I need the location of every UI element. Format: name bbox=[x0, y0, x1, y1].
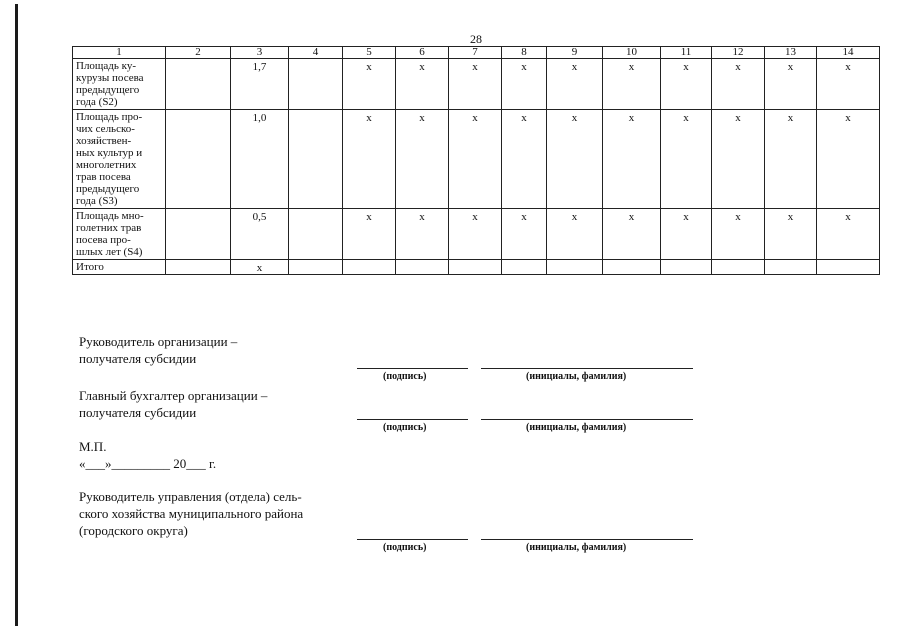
page-number: 28 bbox=[470, 32, 482, 46]
column-header: 14 bbox=[817, 47, 880, 59]
column-header: 4 bbox=[289, 47, 343, 59]
accountant-signatory bbox=[79, 387, 267, 421]
row-label-line: предыдущего bbox=[76, 183, 140, 195]
column-header: 1 bbox=[73, 47, 166, 59]
head-signature-line[interactable] bbox=[357, 368, 468, 369]
table-cell bbox=[396, 260, 449, 275]
table-cell: x bbox=[343, 110, 396, 209]
table-cell bbox=[603, 260, 661, 275]
table-cell: x bbox=[547, 59, 603, 110]
department-line-2: ского хозяйства муниципального района bbox=[79, 506, 304, 521]
row-label-line: чих сельско- bbox=[76, 123, 135, 135]
table-row bbox=[73, 260, 880, 275]
row-label bbox=[73, 209, 166, 260]
row-label-line: трав посева bbox=[76, 171, 131, 183]
column-header: 12 bbox=[712, 47, 765, 59]
department-name-caption: (инициалы, фамилия) bbox=[526, 542, 627, 553]
subsidy-table bbox=[72, 46, 880, 275]
table-cell bbox=[166, 260, 231, 275]
table-cell: 1,7 bbox=[231, 59, 289, 110]
row-label-line: посева про- bbox=[76, 234, 131, 246]
row-label-line: Площадь ку- bbox=[76, 60, 137, 72]
table-row bbox=[73, 209, 880, 260]
table-cell: x bbox=[231, 260, 289, 275]
table-cell bbox=[166, 110, 231, 209]
table-cell bbox=[289, 260, 343, 275]
row-label-line: предыдущего bbox=[76, 84, 140, 96]
row-label-line: Итого bbox=[76, 261, 104, 273]
table-cell: x bbox=[449, 110, 502, 209]
table-cell: x bbox=[343, 59, 396, 110]
table-cell: x bbox=[603, 110, 661, 209]
column-header: 2 bbox=[166, 47, 231, 59]
column-header: 3 bbox=[231, 47, 289, 59]
stamp-label: М.П. bbox=[79, 439, 107, 454]
department-name-line[interactable] bbox=[481, 539, 693, 540]
row-label-line: шлых лет (S4) bbox=[76, 246, 143, 258]
table-cell: x bbox=[765, 59, 817, 110]
row-label bbox=[73, 260, 166, 275]
row-label-line: голетних трав bbox=[76, 222, 142, 234]
table-row bbox=[73, 59, 880, 110]
accountant-signature-line[interactable] bbox=[357, 419, 468, 420]
row-label-line: хозяйствен- bbox=[76, 135, 132, 147]
table-cell: x bbox=[712, 209, 765, 260]
accountant-name-line[interactable] bbox=[481, 419, 693, 420]
table-cell: x bbox=[502, 209, 547, 260]
margin-bar bbox=[15, 4, 18, 626]
date-placeholder: «___»_________ 20___ г. bbox=[79, 456, 217, 471]
table-cell: x bbox=[396, 209, 449, 260]
table-cell: x bbox=[547, 110, 603, 209]
table-cell: x bbox=[661, 209, 712, 260]
table-cell bbox=[166, 59, 231, 110]
table-cell: x bbox=[817, 209, 880, 260]
column-header: 5 bbox=[343, 47, 396, 59]
column-header: 10 bbox=[603, 47, 661, 59]
head-name-line[interactable] bbox=[481, 368, 693, 369]
table-row bbox=[73, 110, 880, 209]
accountant-line-1: Главный бухгалтер организации – bbox=[79, 388, 268, 403]
accountant-line-2: получателя субсидии bbox=[79, 405, 197, 420]
table-cell bbox=[289, 209, 343, 260]
column-header: 7 bbox=[449, 47, 502, 59]
table-cell: x bbox=[817, 59, 880, 110]
table-cell: x bbox=[449, 59, 502, 110]
column-header: 8 bbox=[502, 47, 547, 59]
table-cell: x bbox=[396, 110, 449, 209]
table-cell: x bbox=[603, 59, 661, 110]
column-header: 9 bbox=[547, 47, 603, 59]
table-cell bbox=[289, 59, 343, 110]
head-name-caption: (инициалы, фамилия) bbox=[526, 371, 627, 382]
table-cell: x bbox=[765, 209, 817, 260]
table-cell: x bbox=[765, 110, 817, 209]
row-label-line: Площадь про- bbox=[76, 111, 143, 123]
department-line-3: (городского округа) bbox=[79, 523, 188, 538]
table-cell: x bbox=[661, 59, 712, 110]
row-label bbox=[73, 110, 166, 209]
table-cell bbox=[502, 260, 547, 275]
table-cell: x bbox=[502, 110, 547, 209]
row-label-line: курузы посева bbox=[76, 72, 144, 84]
table-cell bbox=[289, 110, 343, 209]
table-cell bbox=[547, 260, 603, 275]
header-row bbox=[73, 47, 880, 59]
table-cell: x bbox=[547, 209, 603, 260]
table-cell: x bbox=[712, 110, 765, 209]
row-label bbox=[73, 59, 166, 110]
table-cell: x bbox=[661, 110, 712, 209]
table-cell bbox=[661, 260, 712, 275]
table-cell bbox=[343, 260, 396, 275]
column-header: 13 bbox=[765, 47, 817, 59]
table-cell: 1,0 bbox=[231, 110, 289, 209]
row-label-line: года (S3) bbox=[76, 195, 118, 207]
table-cell: x bbox=[603, 209, 661, 260]
head-signatory-line-2: получателя субсидии bbox=[79, 351, 197, 366]
column-header: 11 bbox=[661, 47, 712, 59]
department-line-1: Руководитель управления (отдела) сель- bbox=[79, 489, 302, 504]
table-cell bbox=[817, 260, 880, 275]
column-header: 6 bbox=[396, 47, 449, 59]
head-signatory-line-1: Руководитель организации – bbox=[79, 334, 238, 349]
table-cell: x bbox=[449, 209, 502, 260]
table-cell bbox=[166, 209, 231, 260]
table-cell bbox=[449, 260, 502, 275]
table-cell: x bbox=[396, 59, 449, 110]
department-signatory bbox=[79, 488, 303, 539]
row-label-line: Площадь мно- bbox=[76, 210, 144, 222]
table-cell: x bbox=[712, 59, 765, 110]
row-label-line: года (S2) bbox=[76, 96, 118, 108]
table-cell: x bbox=[343, 209, 396, 260]
table-cell bbox=[765, 260, 817, 275]
department-signature-caption: (подпись) bbox=[383, 542, 427, 553]
accountant-name-caption: (инициалы, фамилия) bbox=[526, 422, 627, 433]
table-cell: x bbox=[817, 110, 880, 209]
accountant-signature-caption: (подпись) bbox=[383, 422, 427, 433]
table-cell bbox=[712, 260, 765, 275]
row-label-line: многолетних bbox=[76, 159, 137, 171]
department-signature-line[interactable] bbox=[357, 539, 468, 540]
head-signatory bbox=[79, 333, 237, 367]
head-signature-caption: (подпись) bbox=[383, 371, 427, 382]
table-cell: 0,5 bbox=[231, 209, 289, 260]
row-label-line: ных культур и bbox=[76, 147, 143, 159]
table-cell: x bbox=[502, 59, 547, 110]
stamp-date bbox=[79, 438, 216, 472]
